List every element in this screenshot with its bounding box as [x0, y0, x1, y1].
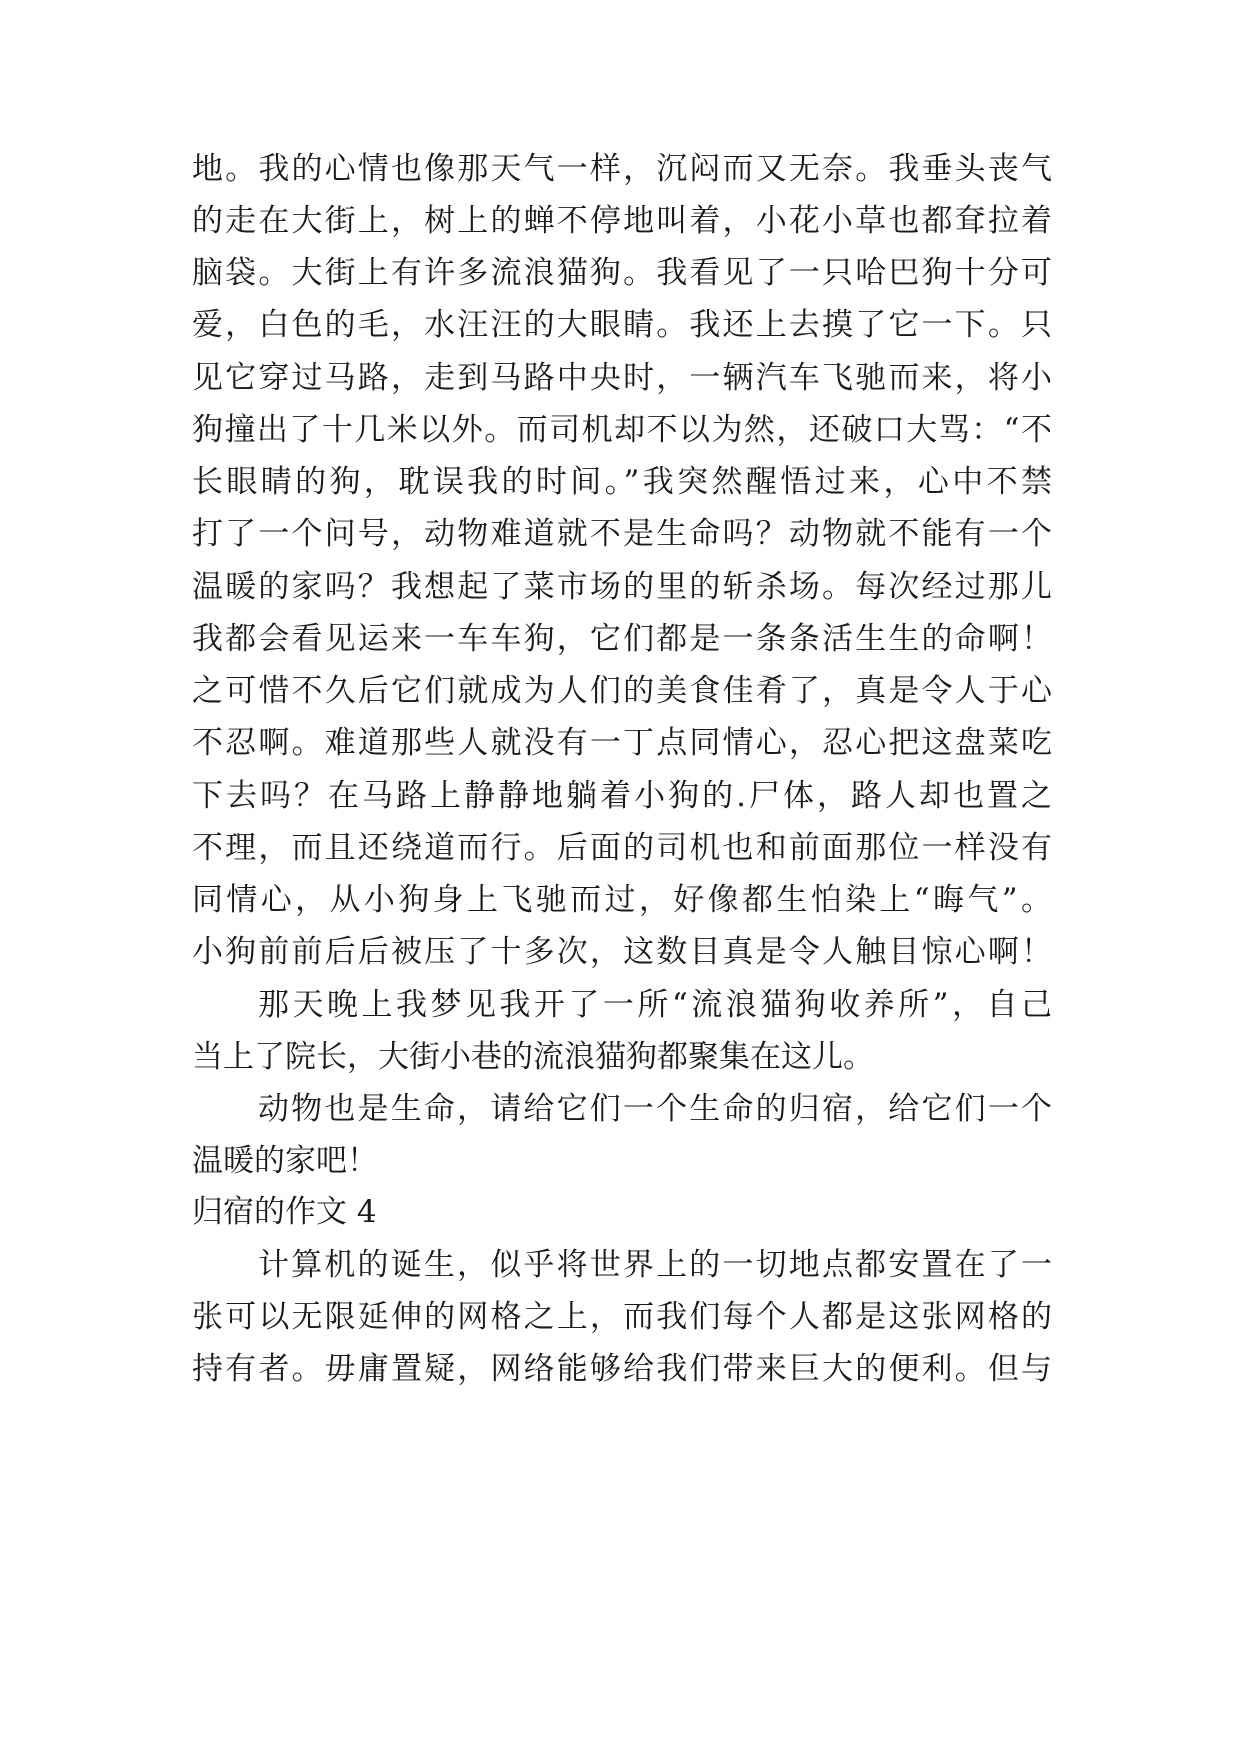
paragraph-line: 当上了院长，大街小巷的流浪猫狗都聚集在这儿。 — [192, 1039, 874, 1075]
paragraph-line: 打了一个问号，动物难道就不是生命吗？动物就不能有一个 — [192, 516, 1052, 552]
paragraph-line: 的走在大街上，树上的蝉不停地叫着，小花小草也都耷拉着 — [192, 203, 1052, 239]
paragraph-line: 地。我的心情也像那天气一样，沉闷而又无奈。我垂头丧气 — [192, 151, 1052, 187]
paragraph-line: 见它穿过马路，走到马路中央时，一辆汽车飞驰而来，将小 — [192, 360, 1052, 396]
paragraph-line: 脑袋。大街上有许多流浪猫狗。我看见了一只哈巴狗十分可 — [192, 255, 1052, 291]
paragraph-line: 爱，白色的毛，水汪汪的大眼睛。我还上去摸了它一下。只 — [192, 307, 1052, 343]
paragraph-line: 之可惜不久后它们就成为人们的美食佳肴了，真是令人于心 — [192, 673, 1052, 709]
paragraph-line: 我都会看见运来一车车狗，它们都是一条条活生生的命啊！ — [192, 621, 1052, 657]
paragraph-line: 不忍啊。难道那些人就没有一丁点同情心，忍心把这盘菜吃 — [192, 725, 1052, 761]
paragraph-line: 不理，而且还绕道而行。后面的司机也和前面那位一样没有 — [192, 830, 1052, 866]
paragraph-line: 持有者。毋庸置疑，网络能够给我们带来巨大的便利。但与 — [192, 1351, 1052, 1387]
paragraph-line: 张可以无限延伸的网格之上，而我们每个人都是这张网格的 — [192, 1299, 1052, 1335]
paragraph-line: 同情心，从小狗身上飞驰而过，好像都生怕染上“晦气”。 — [192, 882, 1052, 918]
paragraph-line: 计算机的诞生，似乎将世界上的一切地点都安置在了一 — [258, 1247, 1052, 1283]
paragraph-line: 狗撞出了十几米以外。而司机却不以为然，还破口大骂：“不 — [192, 412, 1052, 448]
paragraph-line: 小狗前前后后被压了十多次，这数目真是令人触目惊心啊！ — [192, 934, 1052, 970]
section-heading: 归宿的作文 4 — [192, 1194, 377, 1230]
paragraph-line: 温暖的家吧！ — [192, 1143, 378, 1179]
paragraph-line: 那天晚上我梦见我开了一所“流浪猫狗收养所”，自己 — [258, 987, 1052, 1023]
paragraph-line: 下去吗？在马路上静静地躺着小狗的.尸体，路人却也置之 — [192, 778, 1052, 814]
paragraph-line: 长眼睛的狗，耽误我的时间。”我突然醒悟过来，心中不禁 — [192, 464, 1052, 500]
paragraph-line: 温暖的家吗？我想起了菜市场的里的斩杀场。每次经过那儿 — [192, 569, 1052, 605]
paragraph-line: 动物也是生命，请给它们一个生命的归宿，给它们一个 — [258, 1091, 1052, 1127]
